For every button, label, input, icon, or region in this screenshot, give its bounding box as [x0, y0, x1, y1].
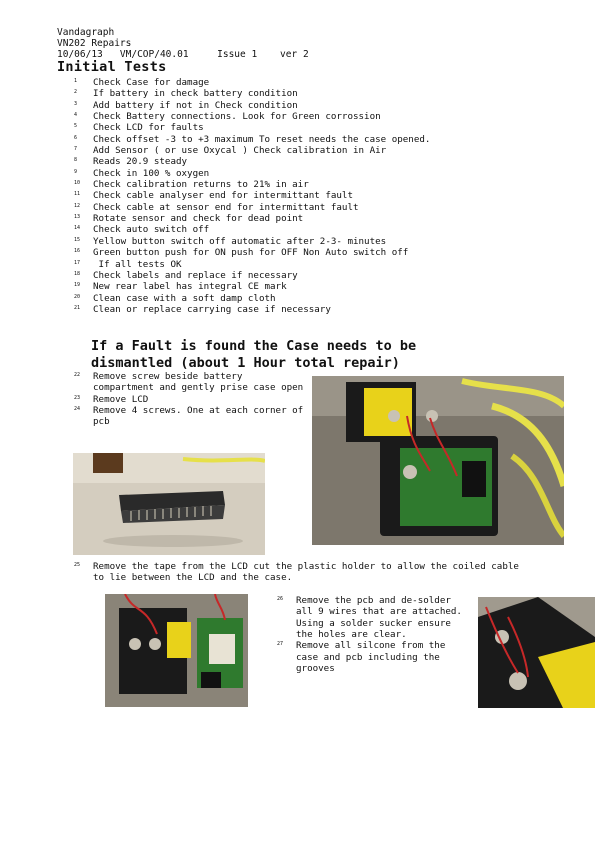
test-item-17	[74, 259, 544, 270]
step-text: Remove the pcb and de-solder all 9 wires that are attached. Using a solder sucker ensure the holes are clear.	[296, 595, 468, 641]
step-number: 24	[74, 406, 81, 413]
fault-heading: If a Fault is found the Case needs to be dismantled (about 1 Hour total repair)	[91, 338, 417, 371]
step-number: 9	[74, 168, 78, 175]
step-text: New rear label has integral CE mark	[93, 281, 287, 293]
step-text: Check LCD for faults	[93, 122, 204, 134]
photo-opened-case	[312, 376, 564, 545]
test-item-19	[74, 281, 544, 292]
test-item-21	[74, 304, 544, 315]
test-item-4	[74, 111, 544, 122]
step-text: Check labels and replace if necessary	[93, 269, 298, 281]
test-item-9	[74, 168, 544, 179]
test-item-14	[74, 224, 544, 235]
step-text: Check cable analyser end for intermittant fault	[93, 190, 353, 202]
test-item-2	[74, 88, 544, 99]
step-number: 20	[74, 293, 81, 300]
step-number: 16	[74, 248, 81, 255]
step-text: Check in 100 % oxygen	[93, 167, 210, 179]
test-item-3	[74, 100, 544, 111]
dismantle-step-25	[74, 561, 529, 584]
step-text: Add battery if not in Check condition	[93, 99, 298, 111]
step-text: Clean or replace carrying case if necessary	[93, 303, 331, 315]
document-reference: 10/06/13 VM/COP/40.01 Issue 1 ver 2	[57, 49, 309, 60]
step-number: 8	[74, 157, 78, 164]
step-number: 13	[74, 214, 81, 221]
step-text: Check Case for damage	[93, 77, 210, 88]
step-number: 17	[74, 259, 81, 266]
step-number: 11	[74, 191, 81, 198]
step-number: 10	[74, 180, 81, 187]
step-25-list	[74, 561, 529, 584]
step-number: 18	[74, 270, 81, 277]
step-number: 23	[74, 394, 81, 401]
step-text: Check Battery connections. Look for Green corrossion	[93, 111, 381, 123]
initial-tests-list	[74, 77, 544, 315]
step-text: Add Sensor ( or use Oxycal ) Check calibration in Air	[93, 145, 387, 157]
step-number: 15	[74, 236, 81, 243]
photo-case-and-pcb	[105, 594, 248, 707]
photo-removed-lcd	[73, 453, 265, 555]
step-number: 21	[74, 304, 81, 311]
step-number: 14	[74, 225, 81, 232]
pcb-step-26	[277, 595, 467, 640]
step-number: 22	[74, 372, 81, 378]
test-item-16	[74, 247, 544, 258]
step-number: 3	[74, 100, 78, 107]
dismantle-steps-list	[74, 371, 309, 428]
step-number: 4	[74, 112, 78, 119]
step-number: 6	[74, 134, 78, 141]
step-text: Remove screw beside battery compartment and gently prise case open	[93, 371, 304, 394]
test-item-8	[74, 156, 544, 167]
test-item-15	[74, 236, 544, 247]
step-text: Rotate sensor and check for dead point	[93, 213, 304, 225]
step-text: Green button push for ON push for OFF Non Auto switch off	[93, 247, 409, 259]
step-number: 19	[74, 282, 81, 289]
test-item-1	[74, 77, 544, 88]
document-subject: VN202 Repairs	[57, 38, 132, 49]
test-item-6	[74, 134, 544, 145]
step-text: Check cable at sensor end for intermittant fault	[93, 201, 359, 213]
step-text: Check auto switch off	[93, 224, 210, 236]
step-number: 7	[74, 146, 78, 153]
step-text: Remove all silcone from the case and pcb including the grooves	[296, 640, 451, 675]
test-item-12	[74, 202, 544, 213]
test-item-20	[74, 293, 544, 304]
step-text: Reads 20.9 steady	[93, 156, 188, 168]
dismantle-step-24	[74, 405, 309, 428]
test-item-10	[74, 179, 544, 190]
test-item-11	[74, 190, 544, 201]
test-item-18	[74, 270, 544, 281]
step-text: If battery in check battery condition	[93, 88, 298, 100]
step-number: 2	[74, 89, 78, 96]
step-text: If all tests OK	[93, 258, 182, 270]
dismantle-step-22	[74, 371, 306, 394]
step-number: 12	[74, 202, 81, 209]
step-number: 27	[277, 641, 284, 648]
test-item-7	[74, 145, 544, 156]
pcb-step-27	[277, 640, 467, 674]
step-text: Yellow button switch off automatic after 2-3- minutes	[93, 235, 387, 247]
step-text: Remove the tape from the LCD cut the plastic holder to allow the coiled cable to lie between the LCD and the case.	[93, 561, 519, 584]
step-text: Clean case with a soft damp cloth	[93, 292, 276, 304]
section-title-initial-tests: Initial Tests	[57, 59, 167, 75]
photo-case-closeup	[478, 597, 595, 708]
dismantle-step-23	[74, 394, 306, 405]
step-number: 25	[74, 562, 81, 568]
step-text: Remove LCD	[93, 393, 149, 405]
pcb-steps-list	[277, 595, 467, 674]
step-number: 1	[74, 78, 78, 84]
step-text: Check calibration returns to 21% in air	[93, 179, 309, 191]
step-text: Remove 4 screws. One at each corner of pcb	[93, 405, 309, 428]
step-number: 5	[74, 123, 78, 130]
company-name: Vandagraph	[57, 27, 115, 38]
step-number: 26	[277, 596, 284, 602]
test-item-13	[74, 213, 544, 224]
step-text: Check offset -3 to +3 maximum To reset needs the case opened.	[93, 133, 431, 145]
test-item-5	[74, 122, 544, 133]
